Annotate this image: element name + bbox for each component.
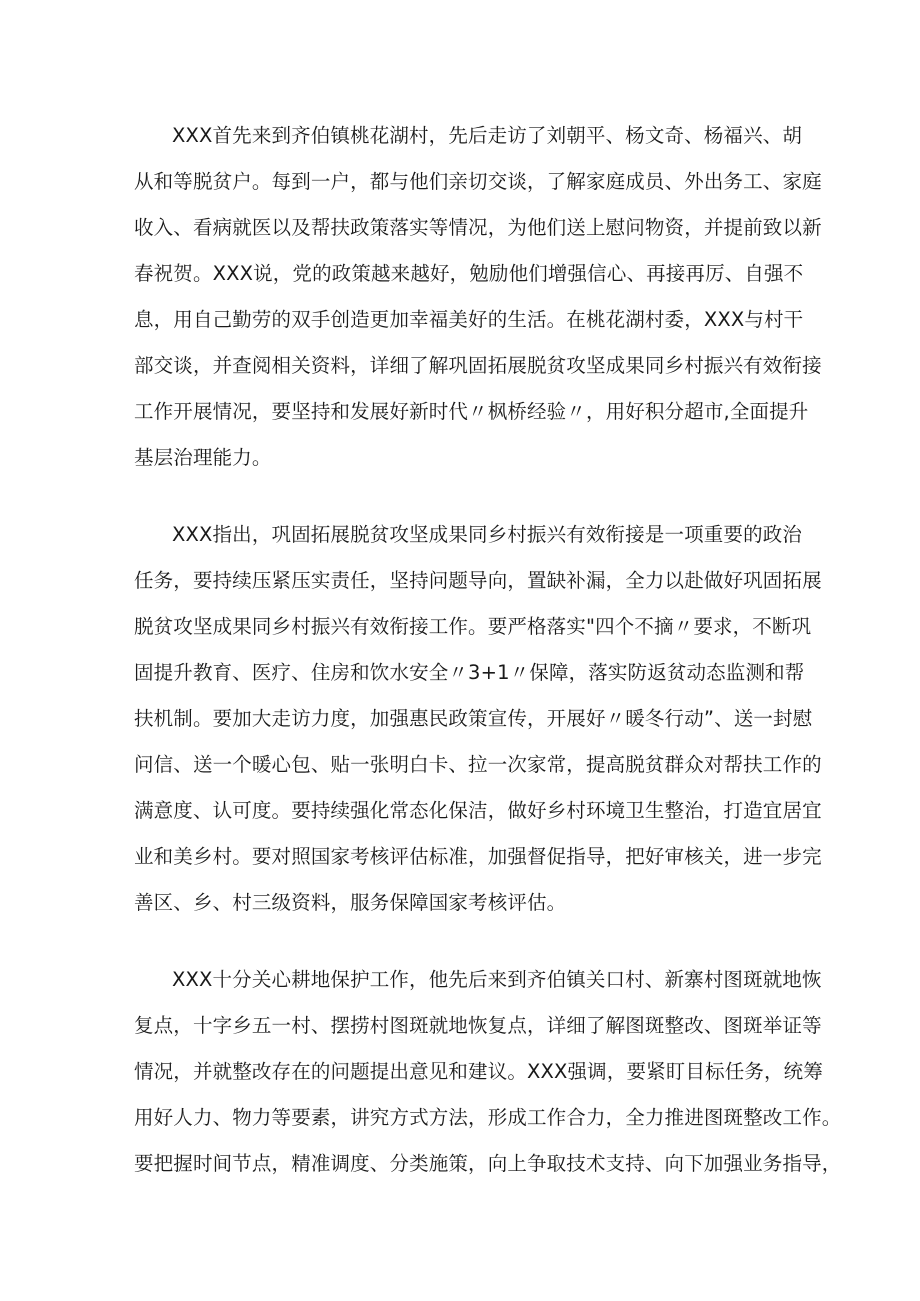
paragraph-2-line-1: XXX指出，巩固拓展脱贫攻坚成果同乡村振兴有效衔接是一项重要的政治 bbox=[172, 523, 803, 546]
paragraph-1-line-8: 基层治理能力。 bbox=[134, 446, 272, 469]
paragraph-2-line-5: 扶机制。要加大走访力度，加强惠民政策宣传，开展好〃暖冬行动”、送一封慰 bbox=[134, 707, 813, 730]
paragraph-1-line-5: 息，用自己勤劳的双手创造更加幸福美好的生活。在桃花湖村委，XXX与村干 bbox=[134, 308, 804, 331]
paragraph-3-line-4: 用好人力、物力等要素，讲究方式方法，形成工作合力，全力推进图斑整改工作。 bbox=[134, 1106, 842, 1129]
paragraph-3-line-2: 复点，十字乡五一村、摆捞村图斑就地恢复点，详细了解图斑整改、图斑举证等 bbox=[134, 1014, 822, 1037]
paragraph-2-line-7: 满意度、认可度。要持续强化常态化保洁，做好乡村环境卫生整治，打造宜居宜 bbox=[134, 799, 822, 822]
paragraph-1-line-7: 工作开展情况，要坚持和发展好新时代〃枫桥经验〃，用好积分超市,全面提升 bbox=[134, 400, 809, 423]
paragraph-1-line-4: 春祝贺。XXX说，党的政策越来越好，勉励他们增强信心、再接再厉、自强不 bbox=[134, 262, 804, 285]
paragraph-1-line-6: 部交谈，并查阅相关资料，详细了解巩固拓展脱贫攻坚成果同乡村振兴有效衔接 bbox=[134, 354, 822, 377]
paragraph-3-line-5: 要把握时间节点，精准调度、分类施策，向上争取技术支持、向下加强业务指导， bbox=[134, 1152, 842, 1175]
paragraph-3-line-3: 情况，并就整改存在的问题提出意见和建议。XXX强调，要紧盯目标任务，统筹 bbox=[134, 1060, 823, 1083]
paragraph-3-line-1: XXX十分关心耕地保护工作，他先后来到齐伯镇关口村、新寨村图斑就地恢 bbox=[172, 968, 822, 991]
paragraph-2-line-4: 固提升教育、医疗、住房和饮水安全〃3+1〃保障，落实防返贫动态监测和帮 bbox=[134, 661, 805, 684]
paragraph-1-line-1: XXX首先来到齐伯镇桃花湖村，先后走访了刘朝平、杨文奇、杨福兴、胡 bbox=[172, 124, 803, 147]
paragraph-2-line-2: 任务，要持续压紧压实责任，坚持问题导向，置缺补漏，全力以赴做好巩固拓展 bbox=[134, 569, 822, 592]
paragraph-2-line-9: 善区、乡、村三级资料，服务保障国家考核评估。 bbox=[134, 891, 567, 914]
paragraph-2-line-3: 脱贫攻坚成果同乡村振兴有效衔接工作。要严格落实"四个不摘〃要求，不断巩 bbox=[134, 615, 812, 638]
paragraph-1-line-2: 从和等脱贫户。每到一户，都与他们亲切交谈，了解家庭成员、外出务工、家庭 bbox=[134, 170, 822, 193]
paragraph-2-line-6: 问信、送一个暖心包、贴一张明白卡、拉一次家常，提高脱贫群众对帮扶工作的 bbox=[134, 753, 822, 776]
paragraph-1-line-3: 收入、看病就医以及帮扶政策落实等情况，为他们送上慰问物资，并提前致以新 bbox=[134, 216, 822, 239]
paragraph-2-line-8: 业和美乡村。要对照国家考核评估标准，加强督促指导，把好审核关，进一步完 bbox=[134, 845, 822, 868]
